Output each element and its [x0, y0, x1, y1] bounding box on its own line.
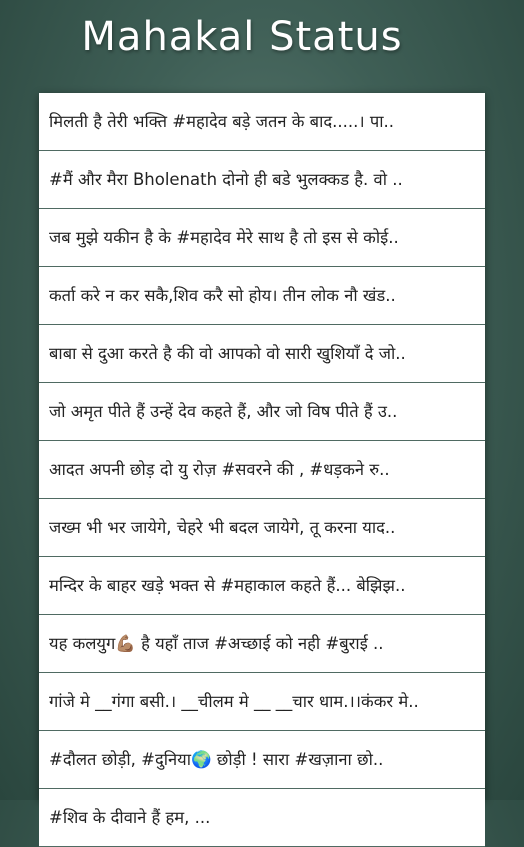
status-list-item[interactable] — [39, 499, 485, 557]
app-title: Mahakal Status — [81, 14, 403, 60]
status-text: बाबा से दुआ करते है की वो आपको वो सारी खुशियाँ दे जो.. — [49, 343, 406, 363]
status-text: #दौलत छोड़ी, #दुनिया🌍 छोड़ी ! सारा #खज़ाना छो.. — [49, 749, 384, 769]
status-text: कर्ता करे न कर सकै,शिव करै सो होय। तीन लोक नौ खंड.. — [49, 285, 396, 305]
status-list-item[interactable] — [39, 383, 485, 441]
status-list-item[interactable] — [39, 93, 485, 151]
status-text: #शिव के दीवाने हैं हम, ... — [49, 807, 211, 827]
status-text: #मैं और मैरा Bholenath दोनो ही बडे भुलक्कड है. वो .. — [49, 169, 403, 189]
status-text: गांजे मे __गंगा बसी.। __चीलम मे __ __चार धाम.।।कंकर मे.. — [49, 691, 419, 711]
status-text: मिलती है तेरी भक्ति #महादेव बड़े जतन के बाद.....। पा.. — [49, 111, 394, 131]
status-list-item[interactable] — [39, 325, 485, 383]
status-list[interactable] — [39, 93, 485, 827]
status-list-item[interactable] — [39, 441, 485, 499]
status-list-item[interactable] — [39, 209, 485, 267]
status-text: आदत अपनी छोड़ दो यु रोज़ #सवरने की , #धड़कने रु.. — [49, 459, 390, 479]
status-text: मन्दिर के बाहर खड़े भक्त से #महाकाल कहते हैं... बेझिझ.. — [49, 575, 406, 595]
status-list-item[interactable] — [39, 557, 485, 615]
status-text: जो अमृत पीते हैं उन्हें देव कहते हैं, और जो विष पीते हैं उ.. — [49, 401, 398, 421]
status-list-item[interactable] — [39, 615, 485, 673]
status-list-item[interactable] — [39, 151, 485, 209]
status-list-item[interactable] — [39, 789, 485, 847]
status-text: जब मुझे यकीन है के #महादेव मेरे साथ है तो इस से कोई.. — [49, 227, 399, 247]
status-text: यह कलयुग💪🏽 है यहाँ ताज #अच्छाई को नही #बुराई .. — [49, 633, 384, 653]
status-list-item[interactable] — [39, 731, 485, 789]
status-text: जख्म भी भर जायेगे, चेहरे भी बदल जायेगे, तू करना याद.. — [49, 517, 396, 537]
status-list-item[interactable] — [39, 267, 485, 325]
status-list-item[interactable] — [39, 673, 485, 731]
